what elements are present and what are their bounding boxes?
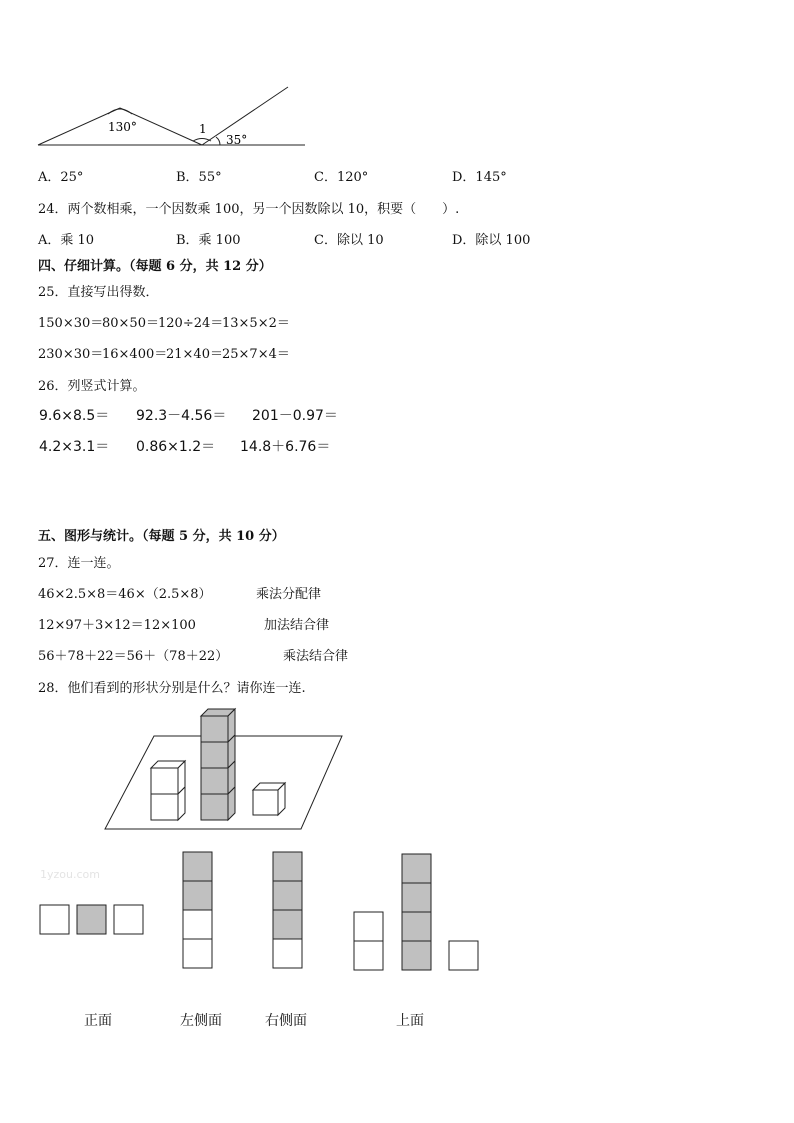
q27-right-1[interactable]: 乘法分配律 [256, 587, 322, 602]
view-left-shape [183, 852, 212, 968]
label-top[interactable]: 上面 [396, 1013, 424, 1029]
section-4-title: 四、仔细计算。（每题 6 分，共 12 分） [38, 259, 272, 274]
q25-r2-c1: 230×30＝ [38, 347, 104, 362]
q24-question: 24．两个数相乘，一个因数乘 100，另一个因数除以 10，积要（ ）. [38, 202, 460, 217]
label-right-side[interactable]: 右侧面 [265, 1013, 307, 1029]
view-right-shape [273, 852, 302, 968]
q27-right-2[interactable]: 加法结合律 [264, 618, 330, 633]
q25-r1-c1: 150×30＝ [38, 316, 104, 331]
q26-r2-c2: 0.86×1.2＝ [136, 439, 216, 455]
q25-r2-c3: 21×40＝ [166, 347, 223, 362]
q24-option-c[interactable]: C．除以 10 [314, 233, 384, 248]
label-front[interactable]: 正面 [84, 1013, 112, 1029]
q24-option-d[interactable]: D．除以 100 [452, 233, 531, 248]
white-stack [151, 761, 185, 820]
q26-r1-c1: 9.6×8.5＝ [39, 408, 110, 424]
q23-option-c[interactable]: C．120° [314, 170, 369, 185]
gray-stack [201, 709, 235, 820]
section-5-title: 五、图形与统计。（每题 5 分，共 10 分） [38, 529, 285, 544]
label-1: 1 [199, 122, 207, 136]
q27-right-3[interactable]: 乘法结合律 [283, 649, 349, 664]
q25-r2-c2: 16×400＝ [102, 347, 168, 362]
label-130: 130° [108, 120, 137, 134]
q25-r1-c3: 120÷24＝ [158, 316, 224, 331]
q27-title: 27．连一连。 [38, 556, 120, 571]
q25-r1-c2: 80×50＝ [102, 316, 159, 331]
q25-title: 25．直接写出得数． [38, 285, 159, 300]
q25-r1-c4: 13×5×2＝ [222, 316, 290, 331]
label-35: 35° [226, 133, 248, 147]
q26-title: 26．列竖式计算。 [38, 379, 146, 394]
q23-option-a[interactable]: A．25° [38, 170, 84, 185]
q23-option-d[interactable]: D．145° [452, 170, 507, 185]
q24-option-b[interactable]: B．乘 100 [176, 233, 241, 248]
label-left-side[interactable]: 左侧面 [180, 1013, 222, 1029]
q26-r1-c2: 92.3－4.56＝ [136, 408, 227, 424]
view-top-shape [354, 854, 478, 970]
q26-r2-c1: 4.2×3.1＝ [39, 439, 110, 455]
q28-title: 28．他们看到的形状分别是什么？请你连一连. [38, 681, 306, 696]
q24-option-a[interactable]: A．乘 10 [38, 233, 95, 248]
q27-left-3[interactable]: 56＋78＋22＝56＋（78＋22） [38, 649, 229, 664]
q23-option-b[interactable]: B．55° [176, 170, 222, 185]
view-front-shape [40, 905, 143, 934]
q27-left-1[interactable]: 46×2.5×8＝46×（2.5×8） [38, 587, 212, 602]
q26-r2-c3: 14.8＋6.76＝ [240, 439, 331, 455]
single-cube [253, 783, 285, 815]
q27-left-2[interactable]: 12×97＋3×12＝12×100 [38, 618, 196, 633]
q25-r2-c4: 25×7×4＝ [222, 347, 290, 362]
watermark: 1yzou.com [40, 868, 100, 881]
q26-r1-c3: 201－0.97＝ [252, 408, 338, 424]
